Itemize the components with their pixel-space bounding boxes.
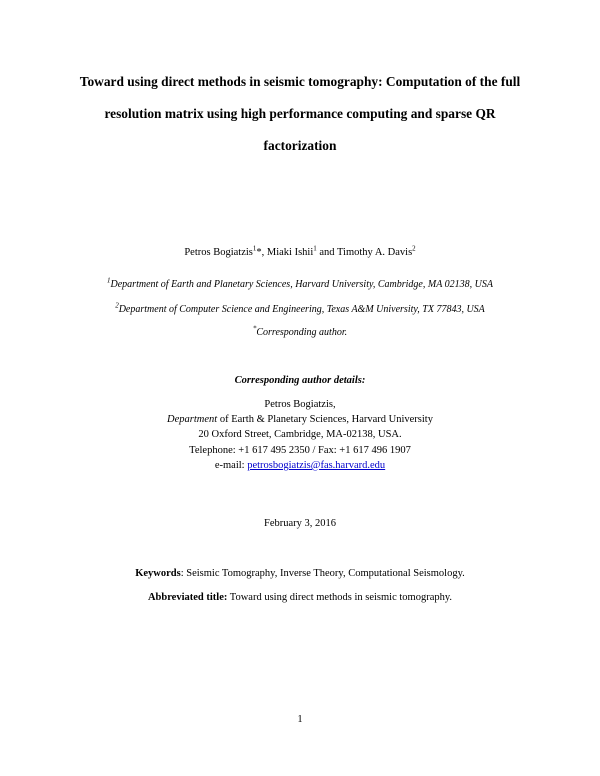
affiliation-mark: 2 [115, 301, 119, 310]
paper-date: February 3, 2016 [263, 518, 337, 529]
corresponding-mark: * [256, 247, 262, 258]
affiliation-1 [40, 276, 560, 290]
department-word: Department [167, 414, 218, 426]
corresponding-text: Corresponding author. [256, 327, 348, 338]
author-separator: , [261, 247, 267, 258]
corresponding-author-note [40, 324, 560, 338]
author-name: Petros Bogiatzis [184, 247, 253, 258]
abbreviated-title-text: Toward using direct methods in seismic tomography. [227, 592, 453, 603]
contact-name: Petros Bogiatzis, [264, 399, 336, 410]
email-link[interactable]: petrosbogiatzis@fas.harvard.edu [247, 459, 386, 471]
affiliation-mark: 1 [107, 276, 111, 285]
affiliation-2 [40, 301, 560, 315]
affiliation-text: Department of Earth and Planetary Sciences, Harvard University, Cambridge, MA 02138, USA [110, 279, 493, 290]
author-name: Miaki Ishii [266, 247, 314, 258]
author-list [40, 244, 560, 258]
author-affiliation-mark: 1 [252, 244, 257, 253]
abbreviated-title-label: Abbreviated title: [147, 592, 228, 603]
keywords-line [40, 568, 560, 579]
keywords-text: : Seismic Tomography, Inverse Theory, Computational Seismology. [180, 568, 465, 579]
author-separator: and [316, 247, 337, 258]
department-rest: of Earth & Planetary Sciences, Harvard University [217, 414, 433, 426]
author-affiliation-mark: 2 [412, 244, 416, 253]
contact-department [40, 412, 560, 427]
corresponding-details-heading: Corresponding author details: [234, 375, 366, 386]
contact-email-line [40, 458, 560, 473]
contact-phone: Telephone: +1 617 495 2350 / Fax: +1 617 496 1907 [189, 444, 411, 456]
title-line-2: resolution matrix using high performance computing and sparse QR [104, 106, 496, 121]
title-line-3: factorization [263, 138, 337, 153]
author-affiliation-mark: 1 [313, 244, 317, 253]
abbreviated-title-line [40, 592, 560, 603]
keywords-label: Keywords [135, 568, 181, 579]
paper-title [60, 66, 540, 162]
contact-address: 20 Oxford Street, Cambridge, MA-02138, USA. [198, 429, 402, 441]
author-name: Timothy A. Davis [336, 247, 413, 258]
email-label: e-mail: [214, 459, 248, 471]
corresponding-mark: * [252, 324, 257, 333]
page-number: 1 [297, 714, 303, 725]
affiliation-text: Department of Computer Science and Engineering, Texas A&M University, TX 77843, USA [118, 304, 485, 315]
title-line-1: Toward using direct methods in seismic tomography: Computation of the full [79, 74, 521, 89]
corresponding-details [40, 397, 560, 473]
